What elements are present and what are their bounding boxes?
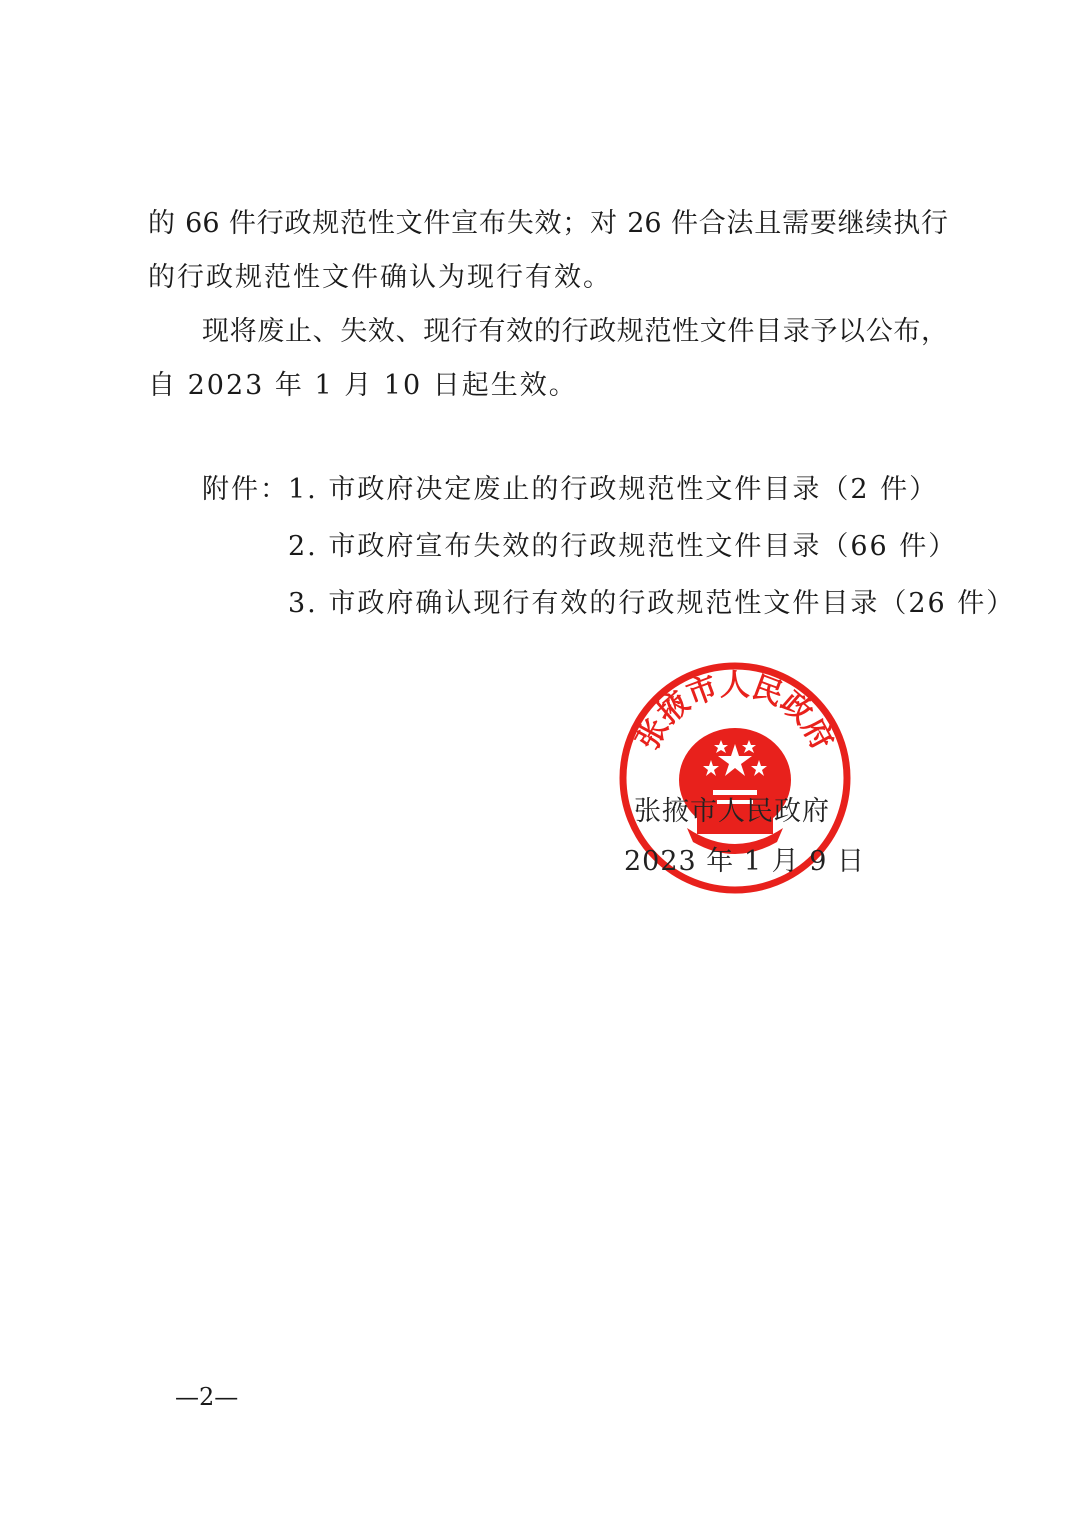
paragraph2-line1: 现将废止、失效、现行有效的行政规范性文件目录予以公布， (202, 316, 948, 347)
paragraph1-line2: 的行政规范性文件确认为现行有效。 (148, 262, 612, 293)
signature-issuer: 张掖市人民政府 (634, 796, 830, 827)
seal-text: 张掖市人民政府 (630, 667, 840, 756)
paragraph2-line2: 自 2023 年 1 月 10 日起生效。 (148, 370, 578, 401)
attachments-list (288, 470, 1015, 641)
paragraph1-line1: 的 66 件行政规范性文件宣布失效；对 26 件合法且需要继续执行 (148, 208, 948, 239)
attachment-item: 3. 市政府确认现行有效的行政规范性文件目录（26 件） (288, 588, 1016, 619)
attachments-label: 附件： (202, 474, 289, 505)
page-number: —2— (175, 1383, 239, 1411)
signature-date: 2023 年 1 月 9 日 (624, 846, 865, 877)
attachment-item: 2. 市政府宣布失效的行政规范性文件目录（66 件） (288, 531, 958, 562)
attachment-item: 1. 市政府决定废止的行政规范性文件目录（2 件） (288, 474, 939, 505)
